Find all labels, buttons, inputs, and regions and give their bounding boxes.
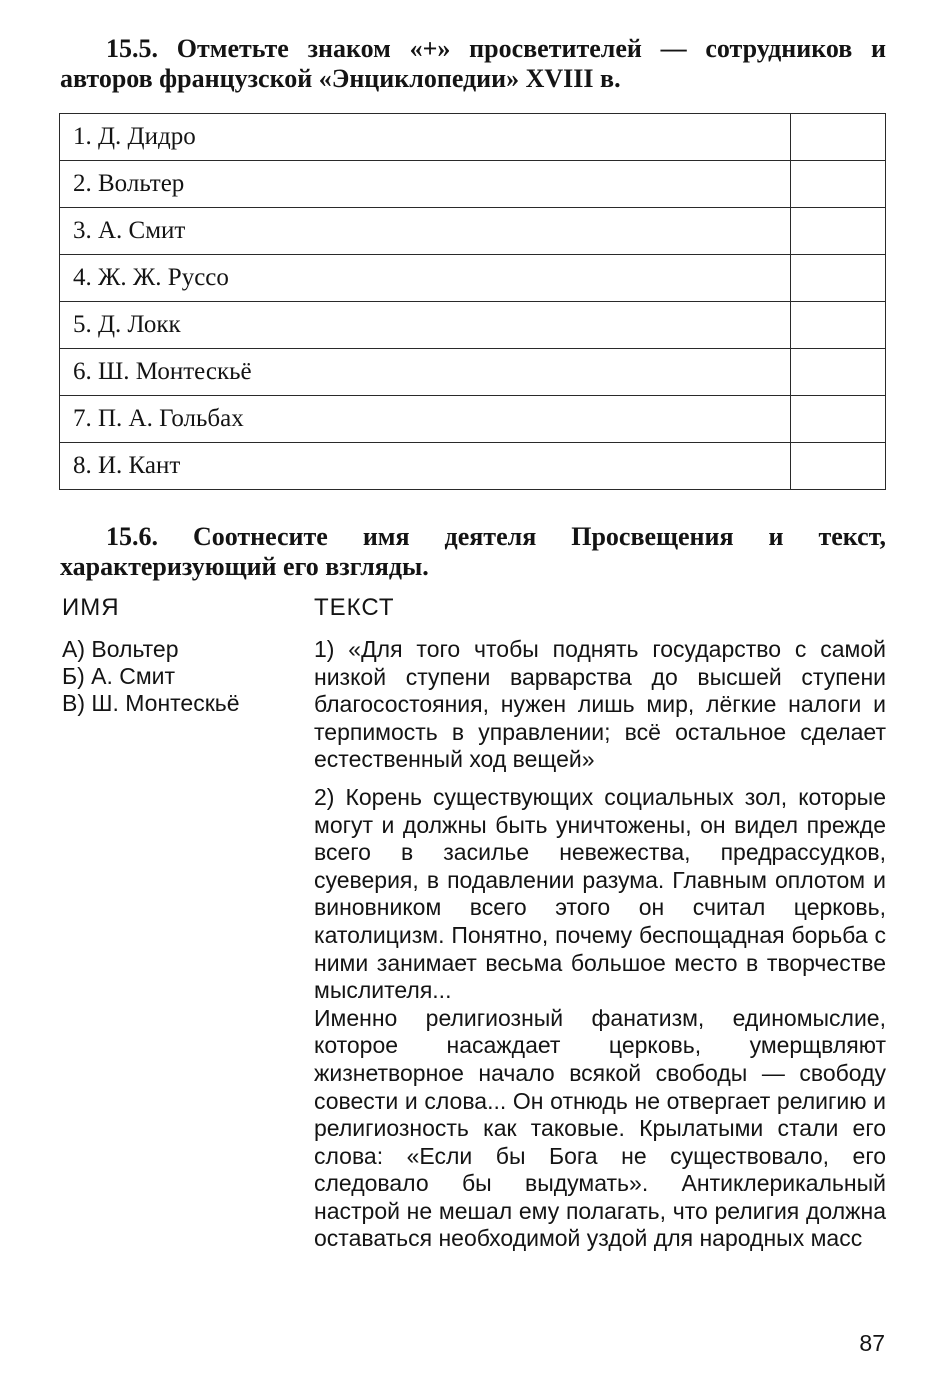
list-item: В) Ш. Монтескьё <box>62 690 240 716</box>
row-label: 4. Ж. Ж. Руссо <box>60 255 791 302</box>
texts-list <box>314 636 886 1253</box>
table-row <box>60 208 886 255</box>
row-label: 8. И. Кант <box>60 443 791 490</box>
task-15-6-title: 15.6. Соотнесите имя деятеля Просвещения и текст, характеризующий его взгляды. <box>60 522 886 581</box>
row-label: 3. А. Смит <box>60 208 791 255</box>
text-column-header: ТЕКСТ <box>314 594 395 621</box>
task-15-5-title: 15.5. Отметьте знаком «+» просветителей — сотрудников и авторов французской «Энциклопедии» XVIII в. <box>60 34 886 93</box>
mark-cell[interactable] <box>791 349 886 396</box>
name-column-header: ИМЯ <box>62 594 120 621</box>
page-number: 87 <box>859 1330 885 1356</box>
mark-cell[interactable] <box>791 255 886 302</box>
text-item-2-continuation: Именно религиозный фанатизм, единомыслие, которое насаждает церковь, умерщвляют жизнетворное начало всякой свободы — свободу совести и слова... Он отнюдь не отвергает религию и религиозность как таковые. Крылатыми стали его слова: «Если бы Бога не существовало, его следовало бы выдумать». Антиклерикальный настрой не мешал ему полагать, что религия должна оставаться необходимой уздой для народных масс <box>314 1004 886 1252</box>
row-label: 2. Вольтер <box>60 161 791 208</box>
table-row <box>60 302 886 349</box>
mark-cell[interactable] <box>791 302 886 349</box>
row-label: 1. Д. Дидро <box>60 114 791 161</box>
mark-cell[interactable] <box>791 396 886 443</box>
mark-cell[interactable] <box>791 114 886 161</box>
row-label: 7. П. А. Гольбах <box>60 396 791 443</box>
mark-cell[interactable] <box>791 161 886 208</box>
table-row <box>60 349 886 396</box>
table-row <box>60 255 886 302</box>
table-row <box>60 114 886 161</box>
text-item-2: 2) Корень существующих социальных зол, которые могут и должны быть уничтожены, он видел прежде всего в засилье невежества, предрассудков, суеверия, в подавлении разума. Главным оплотом и виновником всего этого он считал церковь, католицизм. Понятно, почему беспощадная борьба с ними занимает весьма большое место в творчестве мыслителя... <box>314 783 886 1004</box>
text-item-1: 1) «Для того чтобы поднять государство с самой низкой ступени варварства до высшей ступени благосостояния, нужен лишь мир, лёгкие налоги и терпимость в управлении; всё остальное сделает естественный ход вещей» <box>314 636 886 773</box>
mark-cell[interactable] <box>791 208 886 255</box>
list-item: А) Вольтер <box>62 636 179 662</box>
row-label: 6. Ш. Монтескьё <box>60 349 791 396</box>
table-row <box>60 443 886 490</box>
list-item: Б) А. Смит <box>62 663 176 689</box>
row-label: 5. Д. Локк <box>60 302 791 349</box>
enlighteners-checklist-table <box>59 113 886 490</box>
table-row <box>60 161 886 208</box>
names-list <box>62 636 302 717</box>
table-row <box>60 396 886 443</box>
mark-cell[interactable] <box>791 443 886 490</box>
